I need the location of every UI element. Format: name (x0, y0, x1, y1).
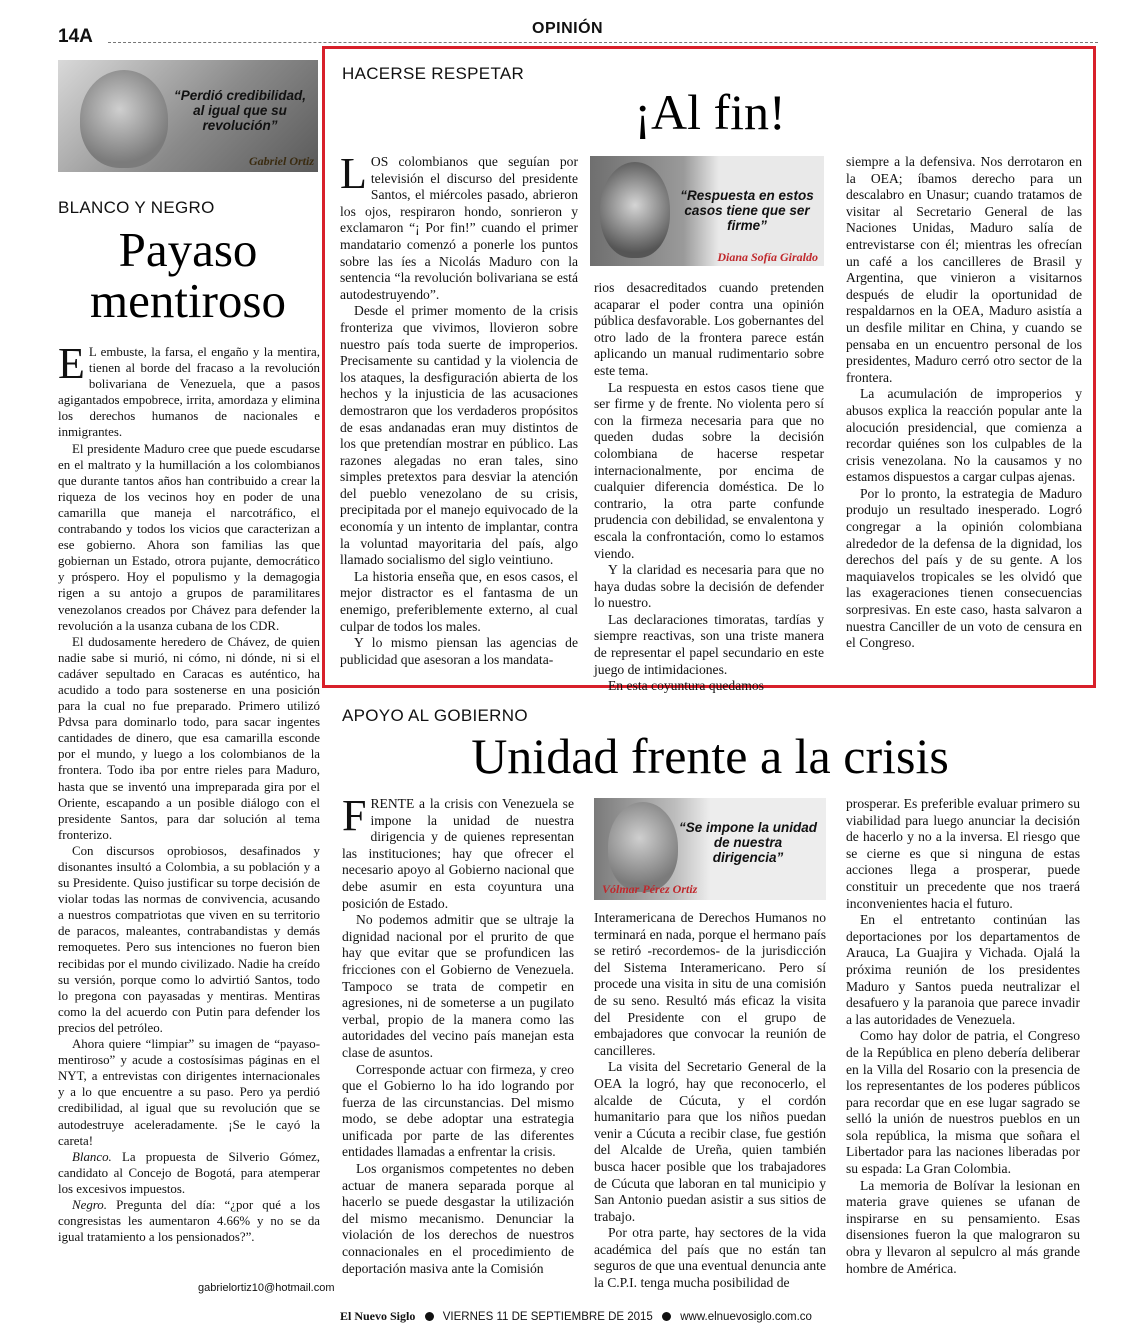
issue-date: VIERNES 11 DE SEPTIEMBRE DE 2015 (442, 1311, 653, 1323)
paragraph: Desde el primer momento de la crisis fronteriza que vivimos, llovieron sobre nuestro país toda suerte de improperios. Precisamente su cantidad y la violencia de los ataques, la desfiguración abierta de los hechos y la injusticia de las acusaciones demostraron que los verdaderos propósitos de esas andanadas eran muy distintos de los que pretendían mostrar en público. Las razones alegadas no eran tales, sino simples pretextos para desviar la atención del pueblo venezolano de su crisis, precipitada por el manejo equivocado de la economía y un intento de implantar, contra la voluntad mayoritaria del país, algo llamado socialismo del siglo veintiuno. (340, 303, 578, 568)
paragraph: La respuesta en estos casos tiene que ser firme y de frente. No violenta pero sí con la firmeza necesaria para que no queden dudas sobre la decisión colombiana de hacerse respetar internacionalmente, por encima de cualquier diferencia doméstica. De lo contrario, la otra parte confunde prudencia con debilidad, se envalentona y escala la confrontación, como lo estamos viendo. (594, 379, 824, 561)
byline: Diana Sofía Giraldo (717, 250, 818, 264)
kicker-blanco-y-negro: BLANCO Y NEGRO (58, 198, 215, 217)
portrait-face (80, 70, 168, 168)
website-link[interactable]: www.elnuevosiglo.com.co (680, 1311, 812, 1323)
paragraph: Como hay dolor de patria, el Congreso de la República en pleno debería deliberar en la Villa del Rosario con la presencia de los representantes de los poderes públicos para recordar que en ese lugar sagrado se selló la unión de nuestros pueblos en un sola república, la misma que soñara el Libertador para las naciones liberadas por su espada: La Gran Colombia. (846, 1028, 1080, 1177)
paragraph: Por lo pronto, la estrategia de Maduro produjo un resultado inesperado. Logró congregar a la opinión colombiana alrededor de la defensa de la dignidad, los derechos del país y de su gente. A los maquiavelos tropicales se les olvidó que las exageraciones tienen consecuencias sorpresivas. En este caso, hasta salvaron a nuestra Canciller de un voto de censura en el Congreso. (846, 485, 1082, 651)
drop-cap: L (340, 149, 367, 198)
headline-al-fin: ¡Al fin! (634, 84, 786, 140)
pull-quote: “Respuesta en estos casos tiene que ser firme” (680, 188, 814, 233)
columnist-photo-diana-sofia-giraldo (590, 156, 824, 266)
newspaper-name: El Nuevo Siglo (340, 1309, 416, 1323)
paragraph: No podemos admitir que se ultraje la dignidad nacional por el prurito de que hay que evitar que se profundicen las fricciones con el Gobierno de Venezuela. Tampoco se trata de competir en agresiones, ni de someterse a un pugilato verbal, propio de la manera como las autoridades del vecino país manejan esta clase de asuntos. (342, 912, 574, 1060)
kicker-hacerse-respetar: HACERSE RESPETAR (342, 64, 525, 83)
article-body-payaso (58, 339, 320, 1245)
article-col-1 (342, 791, 574, 1277)
paragraph: Corresponde actuar con firmeza, y creo que el Gobierno lo ha ido logrando por fuerza de las circunstancias. Del mismo modo, se debe adoptar una estrategia unificada por parte de las diferentes entidades llamadas a enfrentar la crisis. (342, 1061, 574, 1160)
paragraph: L embuste, la farsa, el engaño y la mentira, tienen al borde del fracaso a la revolución bolivariana de Venezuela, que a pasos agigantados empobrece, irrita, amordaza y elimina los derechos humanos de nacionales e inmigrantes. (58, 345, 320, 440)
bullet-icon (425, 1312, 434, 1321)
page-footer (340, 1309, 812, 1324)
headline-payaso-mentiroso: Payaso mentiroso (90, 222, 286, 329)
negro-text: Pregunta del día: “¿por qué a los congresistas les aumentaron 4.66% y no se da igual tratamiento a los pensionados?”. (58, 1197, 320, 1245)
paragraph: En esta coyuntura quedamos (608, 678, 764, 694)
author-email[interactable]: gabrielortiz10@hotmail.com (198, 1282, 335, 1294)
article-col-3 (846, 796, 1080, 1277)
article-col-1 (340, 149, 578, 668)
article-col-2 (594, 280, 824, 695)
drop-cap: F (342, 791, 367, 840)
portrait-face (608, 802, 678, 892)
pull-quote: “Perdió credibilidad, al igual que su revolución” (173, 88, 307, 133)
headline-unidad-frente-a-la-crisis: Unidad frente a la crisis (471, 728, 949, 784)
paragraph: En el entretanto continúan las deportaciones por los departamentos de Arauca, La Guajira y Vichada. Ojalá la próxima reunión de los presidentes Maduro y Santos pueda neutralizar el desafuero y la paranoia que parece invadir a las autoridades de Venezuela. (846, 912, 1080, 1027)
paragraph: Interamericana de Derechos Humanos no terminará en nada, porque el hermano país se retiró -recordemos- de la jurisdicción del Sistema Interamericano. Pero sí procede una visita in situ de una comisión de su seno. Resultó más eficaz la visita del Presidente con el grupo de embajadores que convocar la reunión de cancilleres. (594, 910, 826, 1058)
paragraph: rios desacreditados cuando pretenden acaparar el poder contra una opinión pública desfavorable. Los gobernantes del otro lado de la frontera parece están aplicando un manual rudimentario sobre este tema. (594, 280, 824, 378)
paragraph: La historia enseña que, en esos casos, el mejor distractor es el fantasma de un enemigo, preferiblemente externo, al cual culpar de todos los males. (340, 568, 578, 634)
kicker-apoyo-al-gobierno: APOYO AL GOBIERNO (342, 706, 528, 725)
negro-label: Negro. (72, 1197, 107, 1212)
article-col-3 (846, 154, 1082, 652)
paragraph: Con discursos oprobiosos, desafinados y disonantes insultó a Colombia, a su población y a su Presidente. Quiso justificar su torpe decisión de violar todas las normas de convivencia, acusando a nuestros compatriotas que viven en su territorio de paracos, maleantes, contrabandistas y demás remoquetes. Pero sus intenciones no fueron bien recibidas por el mundo civilizado. Nadie ha creído su versión, porque como lo advirtió Santos, todo lo pregona con payasadas y mentiras. Mentiras como la del acuerdo con Putin para defender los precios del petróleo. (58, 843, 320, 1035)
paragraph: La memoria de Bolívar la lesionan en materia grave quienes se ufanan de inspirarse en su pensamiento. Esas disensiones fueron la que malograron su obra y llevaron al sepulcro al más grande hombre de América. (846, 1177, 1080, 1276)
paragraph: OS colombianos que seguían por televisión el discurso del presidente Santos, el miércoles pasado, abrieron los ojos, respiraron hondo, sonrieron y exclamaron “¡ Por fin!” cuando el primer mandatario comenzó a ponerle los puntos sobre las íes a Nicolás Maduro con la sentencia “la revolución bolivariana se está autodestruyendo”. (340, 154, 578, 302)
drop-cap: E (58, 339, 85, 388)
paragraph: El presidente Maduro cree que puede escudarse en el maltrato y la humillación a los colombianos que durante tantos años han contribuido a crear la riqueza de los vecinos hoy en poder de una camarilla que maneja el narcotráfico, el contrabando y todos los vicios que caracterizan a ese gobierno. Ahora son familias las que gobiernan un Estado, otrora pujante, democrático y próspero. Hoy el populismo y la demagogia rigen a su antojo a grupos de paramilitares venezolanos creados por Chávez para defender la revolución a la usanza cubana de los CDR. (58, 441, 320, 633)
paragraph: Ahora quiere “limpiar” su imagen de “payaso-mentiroso” y acude a costosísimas páginas en el NYT, a entrevistas con dirigentes internacionales y a lo que encuentre a su paso. Pero ya perdió credibilidad, al igual que su revolución que se autodestruye aceleradamente. ¡Se le cayó la careta! (58, 1037, 320, 1148)
paragraph: RENTE a la crisis con Venezuela se impone la unidad de nuestra dirigencia y de quienes representan las instituciones; hay que ofrecer el necesario apoyo al Gobierno nacional que debe asumir en esta coyuntura una posición de Estado. (342, 796, 574, 911)
paragraph: Y lo mismo piensan las agencias de publicidad que asesoran a los mandata- (340, 635, 578, 667)
byline: Vólmar Pérez Ortiz (602, 882, 698, 896)
paragraph: Y la claridad es necesaria para que no haya dudas sobre la decisión de defender lo nuestro. (594, 562, 824, 611)
columnist-photo-gabriel-ortiz (58, 60, 318, 172)
paragraph: La acumulación de improperios y abusos explica la reacción popular ante la alocución presidencial, que comienza a recordar quiénes son los culpables de la crisis venezolana. No la causamos y no estamos dispuestos a cargar culpas ajenas. (846, 386, 1082, 485)
pull-quote: “Se impone la unidad de nuestra dirigencia” (678, 820, 818, 865)
header-rule (108, 42, 1098, 43)
article-col-2 (594, 910, 826, 1292)
byline: Gabriel Ortiz (248, 154, 314, 168)
blanco-label: Blanco. (72, 1149, 112, 1164)
paragraph: prosperar. Es preferible evaluar primero su viabilidad para luego anunciar la decisión de hacerlo y no a la inversa. El riesgo que se cierne es que si ninguna de estas acciones llega a prosperar, puede constituir un precedente que nos traerá inconvenientes hacia el futuro. (846, 796, 1080, 911)
paragraph: Los organismos competentes no deben actuar de manera separada porque al hacerlo se puede desgastar la utilización del mismo mecanismo. Denunciar la violación de los derechos de nuestros connacionales en el procedimiento de deportación masiva ante la Comisión (342, 1161, 574, 1276)
paragraph: siempre a la defensiva. Nos derrotaron en la OEA; íbamos derecho para un descalabro en Unasur; cuando tratamos de visitar al Secretario General de las Naciones Unidas, Maduro salía de entrevistarse con él; mientras les ofrecían un café a los cancilleres de Brasil y Argentina, que vinieron a visitarnos después de eludir la oportunidad de respaldarnos en la OEA, Maduro asistía a un desfile militar en China, y cuando se pensaba en un encuentro personal de los presidentes, Maduro cerró otro sector de la frontera. (846, 154, 1082, 385)
blanco-text: La propuesta de Silverio Gómez, candidato al Concejo de Bogotá, para atemperar los excesivos impuestos. (58, 1149, 320, 1196)
paragraph: El dudosamente heredero de Chávez, de quien nadie sabe si murió, ni cómo, ni dónde, ni si el cadáver sepultado en Caracas es auténtico, ha acudido a todo para sostenerse en una posición para la cual no fue preparado. Primero utilizó Pdvsa para dominarlo todo, para sacar ingentes cantidades de dinero, que esa camarilla esconde por el mundo, y luego a los colombianos de la frontera. Todo iba por entre rieles para Maduro, hasta que se inventó una impreparada gira por el Oriente, escapando a un posible diálogo con el presidente Santos, para dar solución al tema fronterizo. (58, 634, 320, 842)
blanco-note (58, 1149, 320, 1197)
negro-note (58, 1197, 320, 1245)
bullet-icon (662, 1312, 671, 1321)
paragraph: Las declaraciones timoratas, tardías y siempre reactivas, son una triste manera de representar el papel secundario en este juego de intimidaciones. (594, 611, 824, 677)
paragraph: La visita del Secretario General de la OEA la logró, hay que reconocerlo, el alcalde de Cúcuta, y el cordón humanitario para que los niños puedan venir a Cúcuta a recibir clase, fue gestión del Alcalde de Ureña, quien también busca hacer posible que los trabajadores de Cúcuta que laboran en tal municipio y San Antonio puedan asistir a sus sitios de trabajo. (594, 1059, 826, 1224)
section-title: OPINIÓN (520, 20, 615, 38)
columnist-photo-volmar-perez-ortiz (594, 798, 826, 900)
paragraph: Por otra parte, hay sectores de la vida académica del país que no están tan seguros de que una eventual denuncia ante la C.P.I. tenga mucha posibilidad de (594, 1225, 826, 1291)
portrait-face (600, 162, 670, 258)
page-number: 14A (58, 26, 93, 47)
